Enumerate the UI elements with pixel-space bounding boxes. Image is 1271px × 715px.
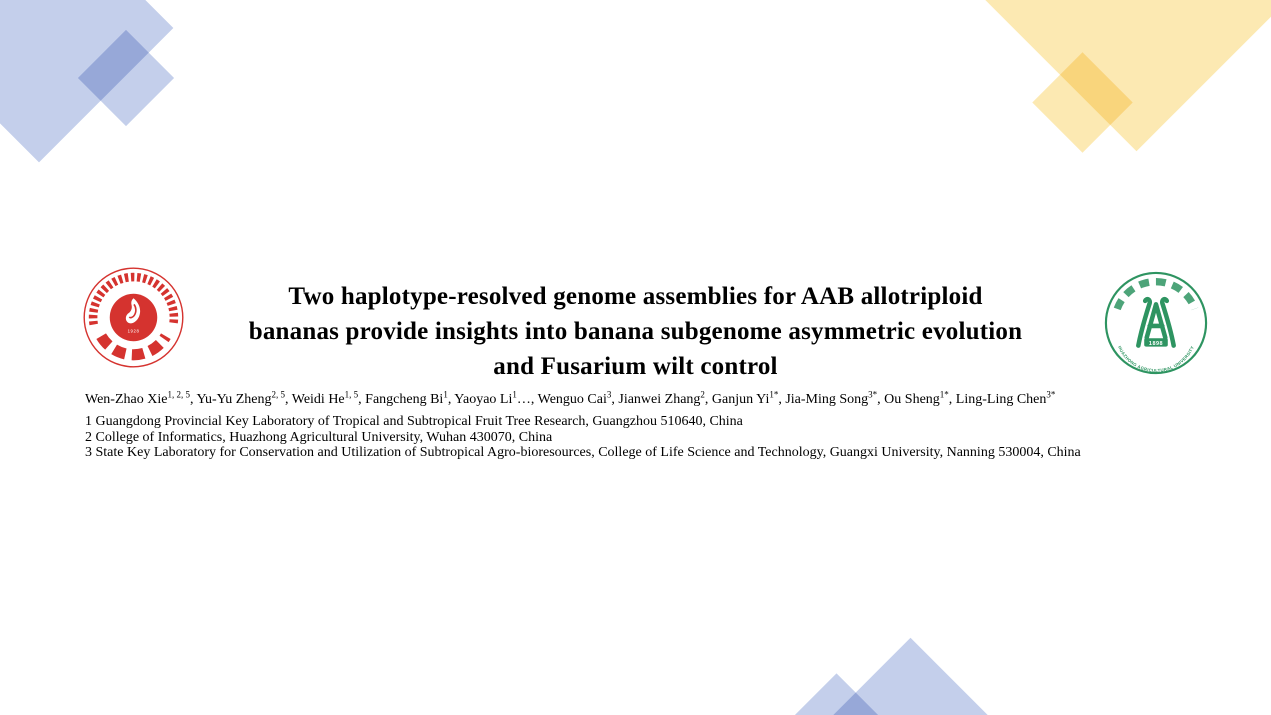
title-line-1: Two haplotype-resolved genome assemblies for AAB allotriploid [288,283,983,310]
affiliation-2: 2 College of Informatics, Huazhong Agricultural University, Wuhan 430070, China [85,429,553,445]
hzau-ring-text: HUAZHONG AGRICULTURAL UNIVERSITY [1117,345,1195,374]
affiliation-3: 3 State Key Laboratory for Conservation and Utilization of Subtropical Agro-bioresources, College of Life Science and Technology, Guangxi University, Nanning 530004, China [85,445,1081,461]
gxu-year-text: 1928 [127,328,140,334]
affiliation-list [85,414,1231,461]
hzau-year-text: 1898 [1148,340,1164,347]
title-line-3: and Fusarium wilt control [493,353,778,380]
affiliation-1: 1 Guangdong Provincial Key Laboratory of Tropical and Subtropical Fruit Tree Research, Guangzhou 510640, China [85,414,743,429]
author-line: Wen-Zhao Xie$^{1, 2, 5}$, Yu-Yu Zheng$^{2, 5}$, Weidi He$^{1, 5}$, Fangcheng Bi$^1$, Yaoyao Li$^1$…, Wenguo Cai$^3$, Jianwei Zhang$^2$, Ganjun $Yi^{1*}$, Jia-Ming Song$^{3*}$, Ou Sheng$^{1*}$, Ling-Ling Chen$^{3*}$ [85,389,1056,407]
page-title [100,279,1171,384]
title-line-2: bananas provide insights into banana subgenome asymmetric evolution [248,318,1023,345]
